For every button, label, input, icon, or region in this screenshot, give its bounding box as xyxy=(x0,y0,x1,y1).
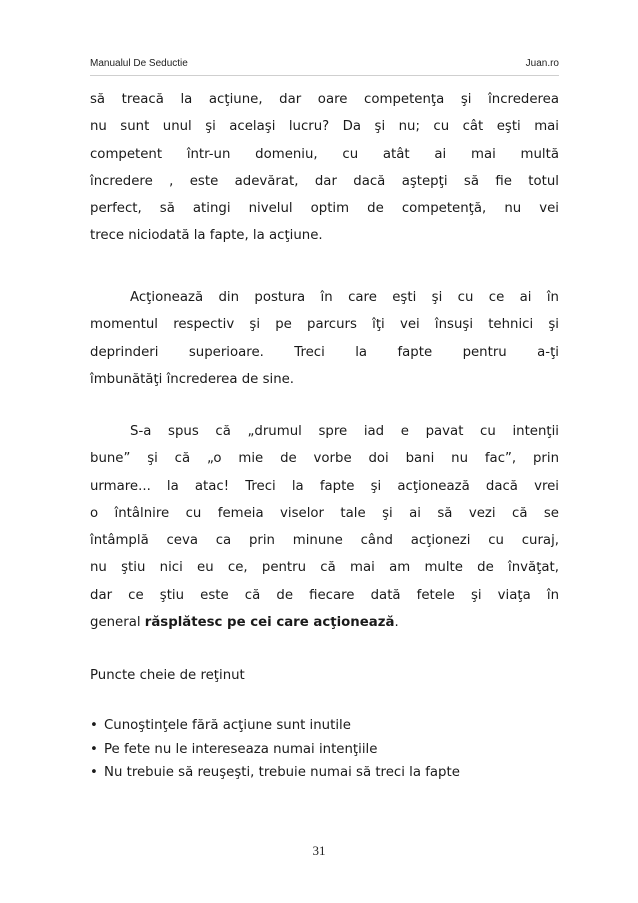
header-title: Manualul De Seductie xyxy=(90,58,188,69)
page-number: 31 xyxy=(312,843,326,858)
text-line: nu sunt unul şi acelaşi lucru? Da şi nu; cu cât eşti mai xyxy=(90,119,559,135)
text-run: general xyxy=(90,615,145,631)
paragraph-2 xyxy=(90,284,559,393)
key-points-list xyxy=(90,714,559,785)
key-points-heading: Puncte cheie de reţinut xyxy=(90,668,245,683)
text-line: dar ce ştiu este că de fiecare dată fetele şi viaţa în xyxy=(90,587,559,603)
text-line: nu ştiu nici eu ce, pentru că mai am multe de învăţat, xyxy=(90,560,559,576)
running-header xyxy=(90,58,559,76)
text-run: . xyxy=(394,615,399,631)
text-line: momentul respectiv şi pe parcurs îţi vei însuşi tehnici şi xyxy=(90,317,559,333)
list-item-text: Pe fete nu le intereseaza numai intenţiile xyxy=(104,741,378,757)
text-line: S-a spus că „drumul spre iad e pavat cu intenţii xyxy=(130,424,559,439)
list-item xyxy=(90,738,559,762)
text-line: o întâlnire cu femeia viselor tale şi ai să vezi că se xyxy=(90,505,559,521)
text-line: trece niciodată la fapte, la acţiune. xyxy=(90,228,323,244)
text-line: bune” şi că „o mie de vorbe doi bani nu fac”, prin xyxy=(90,451,559,467)
text-line: întâmplă ceva ca prin minune când acţionezi cu curaj, xyxy=(90,533,559,549)
text-line: îmbunătăţi încrederea de sine. xyxy=(90,371,295,387)
bullet-icon: • xyxy=(90,741,98,757)
list-item-text: Cunoştinţele fără acţiune sunt inutile xyxy=(104,718,351,733)
bullet-icon: • xyxy=(90,765,98,781)
bold-emphasis: răsplătesc pe cei care acţionează xyxy=(144,615,395,631)
bullet-icon: • xyxy=(90,718,98,733)
paragraph-3 xyxy=(90,418,559,636)
paragraph-1 xyxy=(90,86,559,250)
text-line: să treacă la acţiune, dar oare competenţa şi încrederea xyxy=(90,92,559,107)
list-item xyxy=(90,714,559,738)
list-item-text: Nu trebuie să reuşeşti, trebuie numai să treci la fapte xyxy=(104,765,460,781)
text-line: Acţionează din postura în care eşti şi cu ce ai în xyxy=(130,290,559,305)
header-site: Juan.ro xyxy=(525,58,559,69)
text-line: urmare... la atac! Treci la fapte şi acţionează dacă vrei xyxy=(90,478,559,494)
text-line: încredere , este adevărat, dar dacă aştepţi să fie totul xyxy=(90,173,559,189)
list-item xyxy=(90,761,559,785)
text-line: deprinderi superioare. Treci la fapte pentru a-ţi xyxy=(90,344,559,360)
text-line: competent într-un domeniu, cu atât ai mai multă xyxy=(90,146,559,162)
text-line xyxy=(90,609,559,636)
text-line: perfect, să atingi nivelul optim de competenţă, nu vei xyxy=(90,201,559,217)
